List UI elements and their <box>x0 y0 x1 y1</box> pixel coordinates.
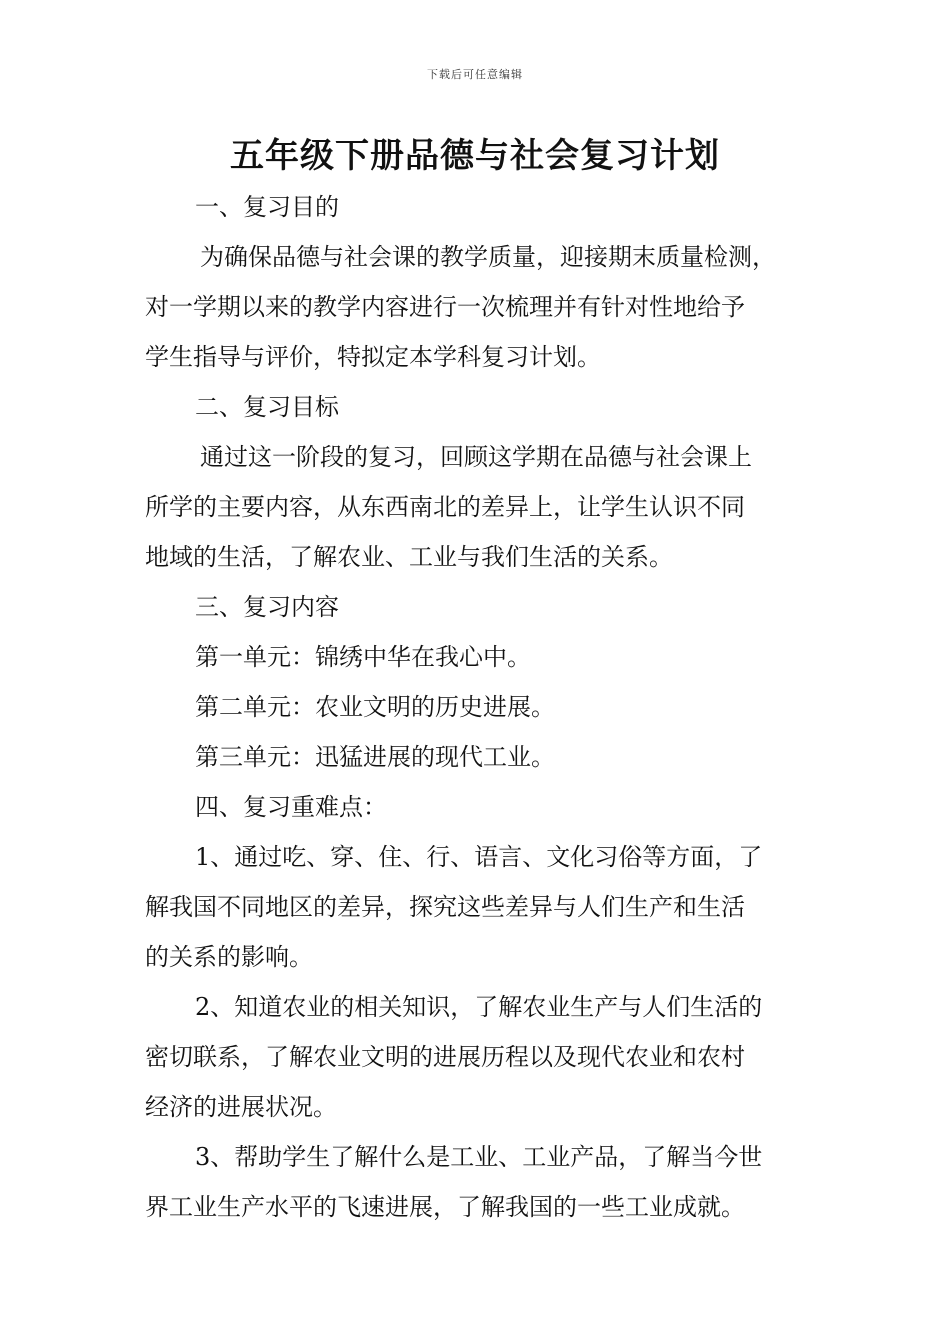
unit-item: 第三单元：迅猛进展的现代工业。 <box>195 743 555 771</box>
paragraph-line: 地域的生活，了解农业、工业与我们生活的关系。 <box>145 543 673 571</box>
paragraph-line: 密切联系，了解农业文明的进展历程以及现代农业和农村 <box>145 1043 745 1071</box>
paragraph-line: 的关系的影响。 <box>145 943 313 971</box>
paragraph-line: 学生指导与评价，特拟定本学科复习计划。 <box>145 343 601 371</box>
section-heading-content: 三、复习内容 <box>195 593 339 621</box>
paragraph-line: 为确保品德与社会课的教学质量，迎接期末质量检测， <box>200 243 776 271</box>
document-body <box>145 182 810 1232</box>
paragraph-line: 界工业生产水平的飞速进展，了解我国的一些工业成就。 <box>145 1193 745 1221</box>
section-heading-goals: 二、复习目标 <box>195 393 339 421</box>
header-note: 下载后可任意编辑 <box>427 68 523 81</box>
document-title: 五年级下册品德与社会复习计划 <box>230 136 720 176</box>
paragraph-line: 1、通过吃、穿、住、行、语言、文化习俗等方面，了 <box>195 843 763 871</box>
paragraph-line: 对一学期以来的教学内容进行一次梳理并有针对性地给予 <box>145 293 745 321</box>
paragraph-line: 2、知道农业的相关知识，了解农业生产与人们生活的 <box>195 993 763 1021</box>
paragraph-line: 通过这一阶段的复习，回顾这学期在品德与社会课上 <box>200 443 752 471</box>
section-heading-purpose: 一、复习目的 <box>195 193 339 221</box>
unit-item: 第一单元：锦绣中华在我心中。 <box>195 643 531 671</box>
section-heading-key-points: 四、复习重难点： <box>195 793 387 821</box>
paragraph-line: 3、帮助学生了解什么是工业、工业产品，了解当今世 <box>195 1143 763 1171</box>
unit-item: 第二单元：农业文明的历史进展。 <box>195 693 555 721</box>
paragraph-line: 经济的进展状况。 <box>145 1093 337 1121</box>
paragraph-line: 所学的主要内容，从东西南北的差异上，让学生认识不同 <box>145 493 745 521</box>
paragraph-line: 解我国不同地区的差异，探究这些差异与人们生产和生活 <box>145 893 745 921</box>
